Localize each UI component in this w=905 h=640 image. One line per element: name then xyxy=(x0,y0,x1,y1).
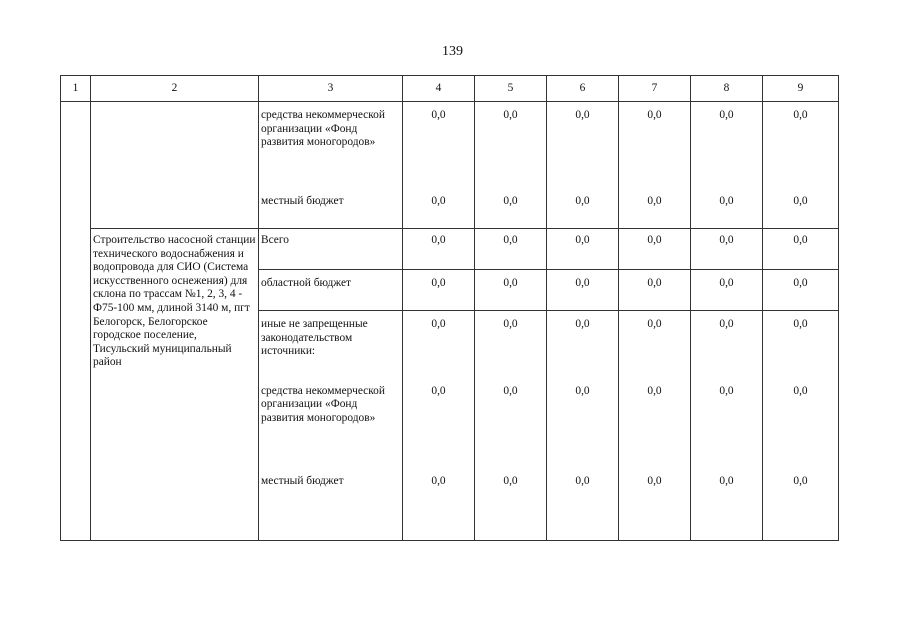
funding-source-cell xyxy=(259,102,403,188)
header-cell-6: 6 xyxy=(547,76,619,102)
header-cell-7: 7 xyxy=(619,76,691,102)
value-text: 0,0 xyxy=(647,384,662,397)
value-text: 0,0 xyxy=(575,109,590,121)
value-cell-col7 xyxy=(619,188,691,229)
value-text: 0,0 xyxy=(503,277,518,289)
value-cell-col6 xyxy=(547,188,619,229)
value-cell-col6 xyxy=(547,270,619,311)
funding-source-label: Всего xyxy=(261,234,289,246)
value-text: 0,0 xyxy=(575,318,590,330)
funding-source-label: иные не запрещенные законодательством источники: xyxy=(261,318,368,358)
value-text: 0,0 xyxy=(575,234,590,246)
value-cell-col7 xyxy=(619,102,691,188)
value-cell-col5 xyxy=(475,102,547,188)
value-text: 0,0 xyxy=(647,194,662,207)
value-cell-col6 xyxy=(547,378,619,468)
value-text: 0,0 xyxy=(431,318,446,330)
header-cell-1: 1 xyxy=(61,76,91,102)
value-text: 0,0 xyxy=(719,277,734,289)
value-text: 0,0 xyxy=(503,109,518,121)
header-cell-9: 9 xyxy=(763,76,839,102)
value-text: 0,0 xyxy=(431,194,446,207)
funding-source-cell xyxy=(259,378,403,468)
value-text: 0,0 xyxy=(431,277,446,289)
value-text: 0,0 xyxy=(431,474,446,487)
value-cell-col8 xyxy=(691,229,763,270)
value-cell-col4 xyxy=(403,188,475,229)
value-text: 0,0 xyxy=(647,109,662,121)
value-text: 0,0 xyxy=(793,384,808,397)
funding-source-label: областной бюджет xyxy=(261,277,351,289)
value-cell-col9 xyxy=(763,378,839,468)
value-cell-col6 xyxy=(547,311,619,378)
value-cell-col7 xyxy=(619,311,691,378)
funding-source-label: местный бюджет xyxy=(261,474,344,487)
value-text: 0,0 xyxy=(431,109,446,121)
value-cell-col5 xyxy=(475,270,547,311)
value-text: 0,0 xyxy=(431,384,446,397)
value-cell-col4 xyxy=(403,270,475,311)
value-cell-col7 xyxy=(619,378,691,468)
funding-source-cell xyxy=(259,229,403,270)
value-cell-col9 xyxy=(763,468,839,541)
value-cell-col6 xyxy=(547,102,619,188)
item-name-cell xyxy=(91,102,259,229)
value-cell-col8 xyxy=(691,468,763,541)
header-cell-3: 3 xyxy=(259,76,403,102)
value-text: 0,0 xyxy=(719,109,734,121)
funding-source-cell xyxy=(259,468,403,541)
header-cell-2: 2 xyxy=(91,76,259,102)
funding-source-label: местный бюджет xyxy=(261,194,344,207)
value-cell-col5 xyxy=(475,188,547,229)
table-row xyxy=(61,102,839,188)
value-text: 0,0 xyxy=(793,318,808,330)
value-cell-col7 xyxy=(619,229,691,270)
header-cell-8: 8 xyxy=(691,76,763,102)
value-cell-col9 xyxy=(763,311,839,378)
value-text: 0,0 xyxy=(647,318,662,330)
value-cell-col6 xyxy=(547,468,619,541)
value-cell-col5 xyxy=(475,378,547,468)
value-cell-col4 xyxy=(403,468,475,541)
value-cell-col9 xyxy=(763,229,839,270)
value-text: 0,0 xyxy=(503,234,518,246)
value-text: 0,0 xyxy=(793,109,808,121)
value-cell-col7 xyxy=(619,468,691,541)
value-text: 0,0 xyxy=(793,277,808,289)
item-name-text: Строительство насосной станции технического водоснабжения и водопровода для СИО (Система искусственного оснежения) для склона по трассам №1, 2, 3, 4 - Ф75-100 мм, длиной 3140 м, пгт Белогорск, Белогорское городское поселение, Тисульский муниципальный район xyxy=(93,234,256,369)
value-cell-col6 xyxy=(547,229,619,270)
value-cell-col9 xyxy=(763,188,839,229)
value-text: 0,0 xyxy=(503,384,518,397)
budget-table xyxy=(60,75,839,541)
value-text: 0,0 xyxy=(575,194,590,207)
value-text: 0,0 xyxy=(719,474,734,487)
table-row xyxy=(61,229,839,270)
value-text: 0,0 xyxy=(719,194,734,207)
value-text: 0,0 xyxy=(793,474,808,487)
funding-source-cell xyxy=(259,311,403,378)
value-text: 0,0 xyxy=(503,474,518,487)
value-text: 0,0 xyxy=(575,277,590,289)
value-cell-col5 xyxy=(475,311,547,378)
value-cell-col8 xyxy=(691,311,763,378)
value-cell-col8 xyxy=(691,102,763,188)
value-cell-col8 xyxy=(691,378,763,468)
item-name-cell xyxy=(91,229,259,541)
value-cell-col9 xyxy=(763,270,839,311)
row-number-cell xyxy=(61,102,91,229)
funding-source-cell xyxy=(259,270,403,311)
value-text: 0,0 xyxy=(647,234,662,246)
value-text: 0,0 xyxy=(793,194,808,207)
value-cell-col9 xyxy=(763,102,839,188)
value-text: 0,0 xyxy=(793,234,808,246)
header-row xyxy=(61,76,839,102)
page-number: 139 xyxy=(442,44,463,59)
value-text: 0,0 xyxy=(575,474,590,487)
value-cell-col8 xyxy=(691,270,763,311)
value-text: 0,0 xyxy=(647,474,662,487)
funding-source-cell xyxy=(259,188,403,229)
header-cell-4: 4 xyxy=(403,76,475,102)
value-cell-col4 xyxy=(403,311,475,378)
funding-source-label: средства некоммерческой организации «Фонд развития моногородов» xyxy=(261,384,385,424)
value-text: 0,0 xyxy=(431,234,446,246)
value-cell-col5 xyxy=(475,229,547,270)
value-cell-col4 xyxy=(403,378,475,468)
value-text: 0,0 xyxy=(719,384,734,397)
value-text: 0,0 xyxy=(503,318,518,330)
value-text: 0,0 xyxy=(503,194,518,207)
value-text: 0,0 xyxy=(575,384,590,397)
value-cell-col7 xyxy=(619,270,691,311)
value-text: 0,0 xyxy=(719,318,734,330)
value-text: 0,0 xyxy=(647,277,662,289)
funding-source-label: средства некоммерческой организации «Фонд развития моногородов» xyxy=(261,109,385,149)
value-cell-col4 xyxy=(403,102,475,188)
value-cell-col5 xyxy=(475,468,547,541)
value-cell-col8 xyxy=(691,188,763,229)
value-cell-col4 xyxy=(403,229,475,270)
row-number-cell xyxy=(61,229,91,541)
value-text: 0,0 xyxy=(719,234,734,246)
header-cell-5: 5 xyxy=(475,76,547,102)
